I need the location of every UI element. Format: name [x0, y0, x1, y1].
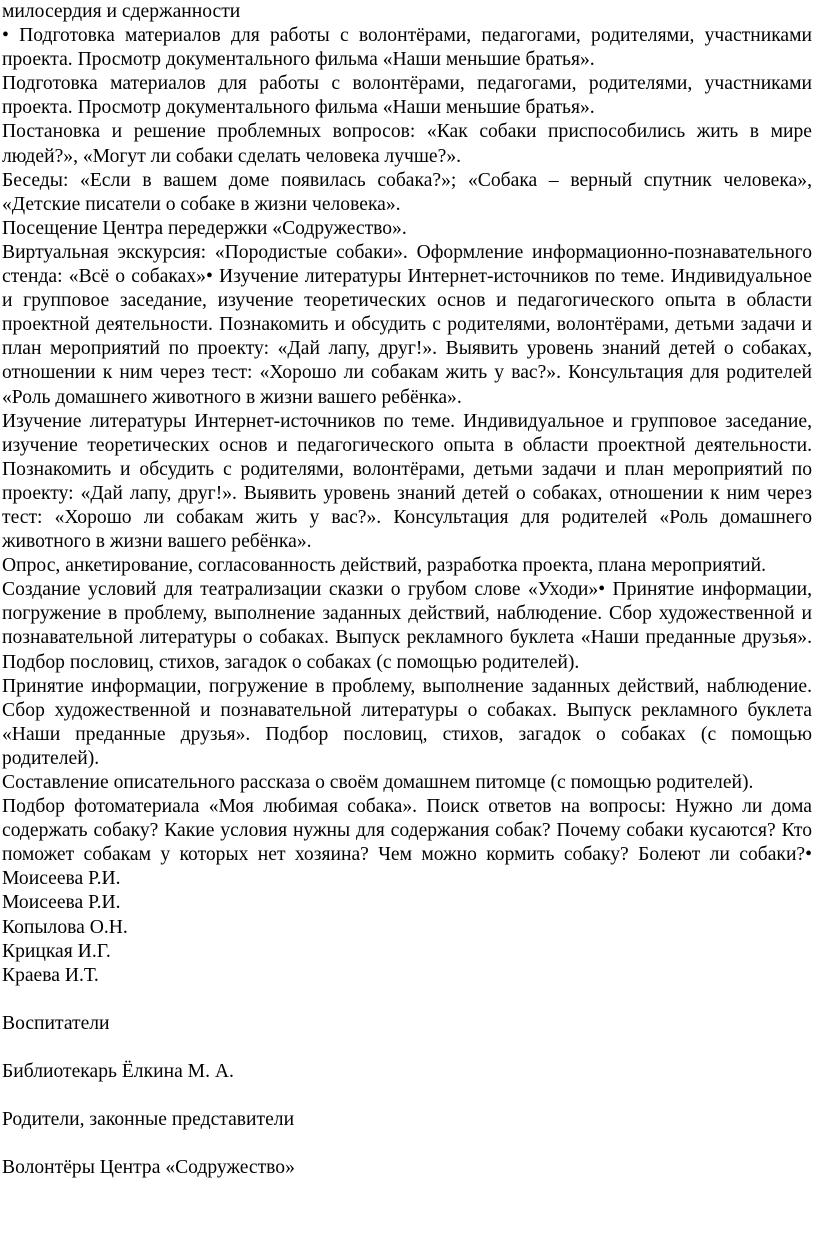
- spacer: [2, 1132, 812, 1156]
- role-volunteers: Волонтёры Центра «Содружество»: [2, 1157, 295, 1179]
- name-item: Крицкая И.Г.: [2, 940, 111, 962]
- name-item: Краева И.Т.: [2, 964, 99, 986]
- paragraph-photo-material: Подбор фотоматериала «Моя любимая собака». Поиск ответов на вопросы: Нужно ли дома содержать собаку? Какие условия нужны для содержания собак? Почему собаки кусаются? Кто поможет собакам у которых нет хозяина? Чем можно кормить собаку? Болеют ли собаки?• Моисеева Р.И.: [2, 796, 812, 890]
- roles-list: [2, 988, 812, 1180]
- name-item: Копылова О.Н.: [2, 916, 128, 938]
- names-list: [2, 891, 812, 987]
- paragraph-virtual-tour: Виртуальная экскурсия: «Породистые собаки». Оформление информационно-познавательного стенда: «Всё о собаках»• Изучение литературы Интернет-источников по теме. Индивидуальное и групповое заседание, изучение теоретических основ и педагогического опыта в области проектной деятельности. Познакомить и обсудить с родителями, волонтёрами, детьми задачи и план мероприятий по проекту: «Дай лапу, друг!». Выявить уровень знаний детей о собаках, отношении к ним через тест: «Хорошо ли собакам жить у вас?». Консультация для родителей «Роль домашнего животного в жизни вашего ребёнка».: [2, 241, 812, 408]
- role-teachers: Воспитатели: [2, 1012, 110, 1034]
- role-parents: Родители, законные представители: [2, 1109, 295, 1131]
- paragraph-literature-study: Изучение литературы Интернет-источников по теме. Индивидуальное и групповое заседание, изучение теоретических основ и педагогического опыта в области проектной деятельности. Познакомить и обсудить с родителями, волонтёрами, детьми задачи и план мероприятий по проекту: «Дай лапу, друг!». Выявить уровень знаний детей о собаках, отношении к ним через тест: «Хорошо ли собакам жить у вас?». Консультация для родителей «Роль домашнего животного в жизни вашего ребёнка».: [2, 410, 812, 553]
- spacer: [2, 988, 812, 1012]
- role-librarian: Библиотекарь Ёлкина М. А.: [2, 1060, 234, 1082]
- paragraph-preparation: Подготовка материалов для работы с волонтёрами, педагогами, родителями, участниками проекта. Просмотр документального фильма «Наши меньшие братья».: [2, 73, 812, 119]
- paragraph-center-visit: Посещение Центра передержки «Содружество».: [2, 217, 407, 239]
- paragraph-story: Составление описательного рассказа о своём домашнем питомце (с помощью родителей).: [2, 772, 754, 793]
- spacer: [2, 1036, 812, 1060]
- paragraph-bullet-preparation: • Подготовка материалов для работы с волонтёрами, педагогами, родителями, участниками проекта. Просмотр документального фильма «Наши меньшие братья».: [2, 25, 812, 71]
- paragraph-survey: Опрос, анкетирование, согласованность действий, разработка проекта, плана мероприятий.: [2, 555, 767, 577]
- document-body: [2, 0, 812, 891]
- paragraph-theatre: Создание условий для театрализации сказки о грубом слове «Уходи»• Принятие информации, погружение в проблему, выполнение заданных действий, наблюдение. Сбор художественной и познавательной литературы о собаках. Выпуск рекламного буклета «Наши преданные друзья». Подбор пословиц, стихов, загадок о собаках (с помощью родителей).: [2, 579, 812, 673]
- paragraph-information: Принятие информации, погружение в проблему, выполнение заданных действий, наблюдение. Сбор художественной и познавательной литературы о собаках. Выпуск рекламного буклета «Наши преданные друзья». Подбор пословиц, стихов, загадок о собаках (с помощью родителей).: [2, 675, 812, 769]
- paragraph-intro: милосердия и сдержанности: [2, 1, 241, 22]
- paragraph-conversations: Беседы: «Если в вашем доме появилась собака?»; «Собака – верный спутник человека», «Детские писатели о собаке в жизни человека».: [2, 169, 812, 215]
- name-item: Моисеева Р.И.: [2, 892, 121, 914]
- paragraph-problem-questions: Постановка и решение проблемных вопросов: «Как собаки приспособились жить в мире людей?», «Могут ли собаки сделать человека лучше?».: [2, 121, 812, 167]
- spacer: [2, 1084, 812, 1108]
